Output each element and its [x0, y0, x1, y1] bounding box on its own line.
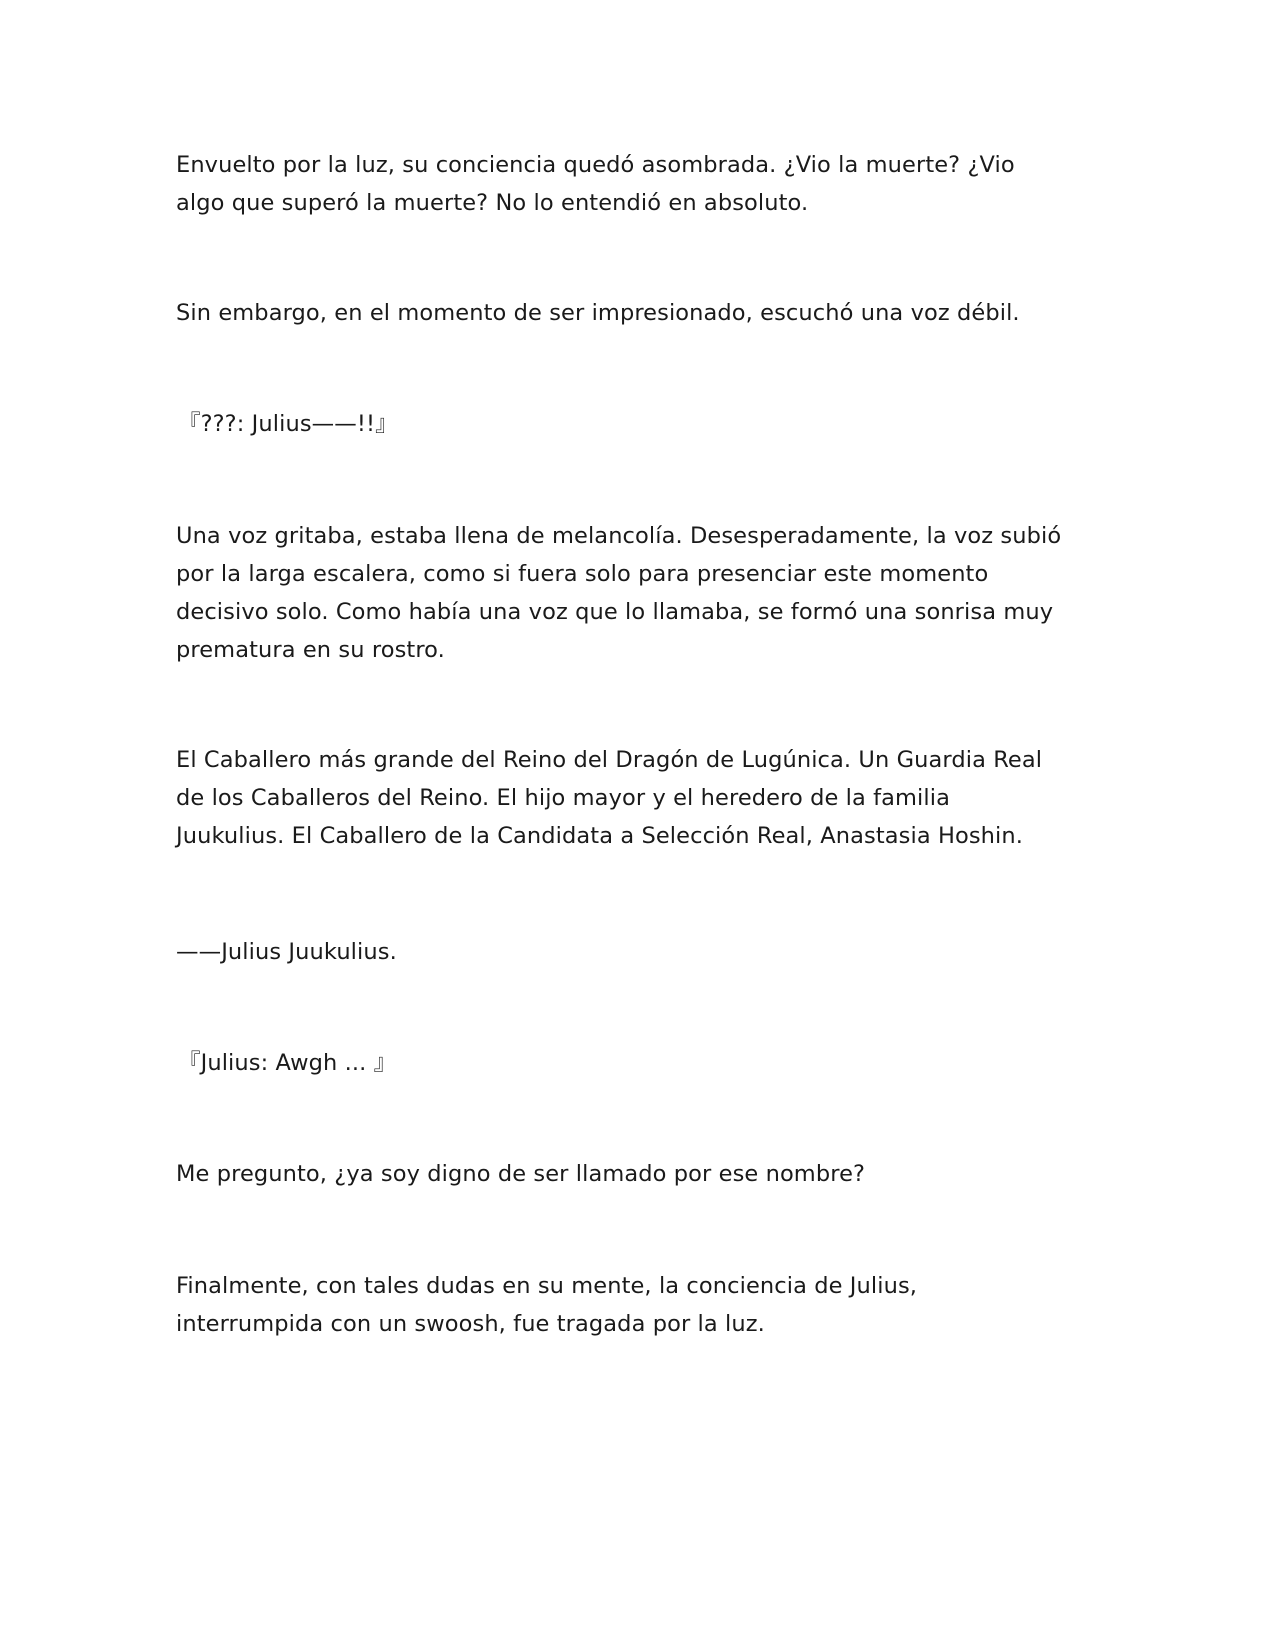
- paragraph-4: [176, 741, 1096, 855]
- paragraph-2: [176, 294, 1096, 332]
- paragraph-3: [176, 517, 1096, 669]
- paragraph-6-line-2: interrumpida con un swoosh, fue tragada por la luz.: [176, 1311, 765, 1337]
- paragraph-5: [176, 1155, 1096, 1193]
- dialogue-line-1: [178, 405, 1098, 443]
- paragraph-6-line-1: Finalmente, con tales dudas en su mente, la conciencia de Julius,: [176, 1273, 918, 1299]
- paragraph-1: [176, 146, 1096, 222]
- paragraph-4-line-2: de los Caballeros del Reino. El hijo mayor y el heredero de la familia: [176, 785, 950, 811]
- paragraph-1-line-2: algo que superó la muerte? No lo entendió en absoluto.: [176, 190, 809, 216]
- dialogue-line-2-text: 『Julius: Awgh ... 』: [178, 1050, 397, 1076]
- paragraph-3-line-2: por la larga escalera, como si fuera solo para presenciar este momento: [176, 561, 989, 587]
- paragraph-1-line-1: Envuelto por la luz, su conciencia quedó asombrada. ¿Vio la muerte? ¿Vio: [176, 152, 1015, 178]
- paragraph-5-line-1: Me pregunto, ¿ya soy digno de ser llamado por ese nombre?: [176, 1161, 866, 1187]
- paragraph-4-line-1: El Caballero más grande del Reino del Dragón de Lugúnica. Un Guardia Real: [176, 747, 1043, 773]
- paragraph-2-line-1: Sin embargo, en el momento de ser impresionado, escuchó una voz débil.: [176, 300, 1020, 326]
- dialogue-line-1-text: 『???: Julius——!!』: [178, 411, 398, 437]
- paragraph-3-line-1: Una voz gritaba, estaba llena de melancolía. Desesperadamente, la voz subió: [176, 523, 1062, 549]
- name-line: [176, 933, 1096, 971]
- dialogue-line-2: [178, 1044, 1098, 1082]
- paragraph-4-line-3: Juukulius. El Caballero de la Candidata a Selección Real, Anastasia Hoshin.: [176, 823, 1023, 849]
- paragraph-6: [176, 1267, 1096, 1343]
- paragraph-3-line-3: decisivo solo. Como había una voz que lo llamaba, se formó una sonrisa muy: [176, 599, 1054, 625]
- paragraph-3-line-4: prematura en su rostro.: [176, 637, 445, 663]
- name-line-text: ——Julius Juukulius.: [176, 939, 397, 965]
